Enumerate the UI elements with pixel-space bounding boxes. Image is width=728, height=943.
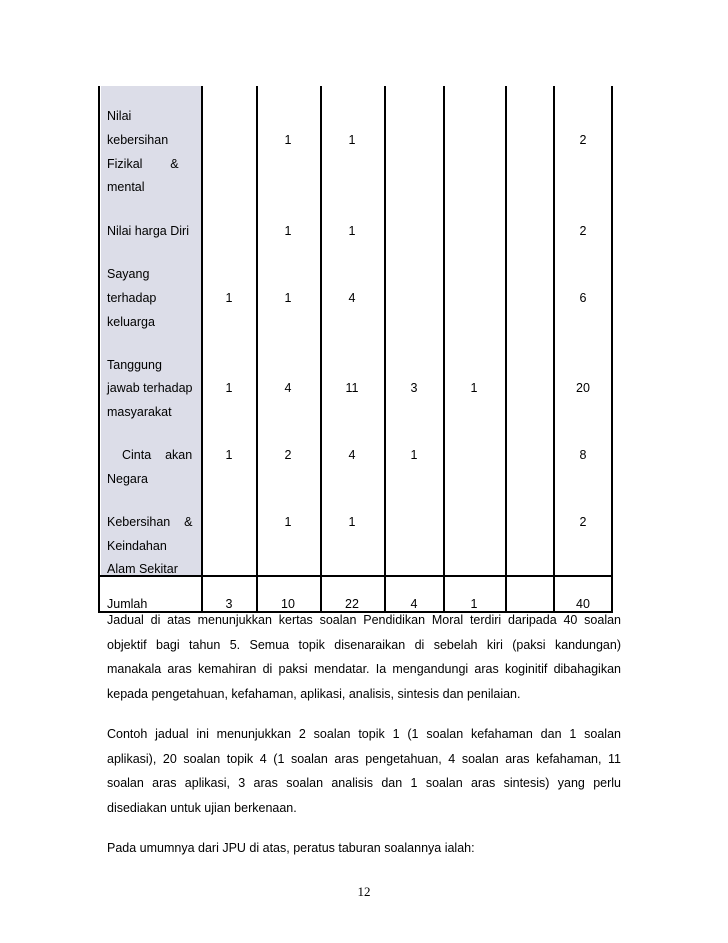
table-cell: 1 bbox=[284, 291, 292, 305]
paragraph-line: disediakan untuk ujian berkenaan. bbox=[107, 800, 297, 815]
topic-label: Fizikal & bbox=[107, 157, 179, 171]
table-cell: 2 bbox=[579, 224, 587, 238]
table-cell: 1 bbox=[284, 515, 292, 529]
topic-label: masyarakat bbox=[107, 405, 172, 419]
topic-label: Negara bbox=[107, 472, 148, 486]
table-cell: 20 bbox=[576, 381, 590, 395]
table-cell: 8 bbox=[579, 448, 587, 462]
table-column-divider bbox=[320, 86, 322, 613]
paragraph-line: soalan aras aplikasi, 3 aras soalan analisis dan 1 soalan aras sintesis) yang perlu bbox=[107, 776, 621, 790]
total-label: Jumlah bbox=[107, 597, 148, 611]
topic-label: kebersihan bbox=[107, 133, 169, 147]
paragraph-line: Pada umumnya dari JPU di atas, peratus taburan soalannya ialah: bbox=[107, 841, 475, 855]
table-cell: 2 bbox=[579, 515, 587, 529]
total-cell: 10 bbox=[281, 597, 295, 611]
table-cell: 1 bbox=[225, 381, 233, 395]
total-cell: 1 bbox=[470, 597, 478, 611]
table-column-divider bbox=[505, 86, 507, 613]
topic-label: keluarga bbox=[107, 315, 155, 329]
topic-label: jawab terhadap bbox=[107, 381, 193, 395]
table-cell: 1 bbox=[348, 133, 356, 147]
table-cell: 4 bbox=[348, 448, 356, 462]
paragraph-line: aplikasi), 20 soalan topik 4 (1 soalan aras pengetahuan, 4 soalan aras kefahaman, 11 bbox=[107, 751, 621, 766]
paragraph-line: kepada pengetahuan, kefahaman, aplikasi, analisis, sintesis dan penilaian. bbox=[107, 686, 521, 701]
table-column-divider bbox=[201, 86, 203, 613]
total-cell: 3 bbox=[225, 597, 233, 611]
table-cell: 4 bbox=[348, 291, 356, 305]
topic-label: Tanggung bbox=[107, 358, 162, 372]
table-cell: 1 bbox=[348, 224, 356, 238]
table-column-divider bbox=[384, 86, 386, 613]
paragraph-line: Contoh jadual ini menunjukkan 2 soalan topik 1 (1 soalan kefahaman dan 1 soalan bbox=[107, 727, 621, 741]
paragraph-line: Jadual di atas menunjukkan kertas soalan Pendidikan Moral terdiri daripada 40 soalan bbox=[107, 613, 621, 627]
table-cell: 1 bbox=[284, 224, 292, 238]
topic-label: Sayang bbox=[107, 267, 150, 281]
table-cell: 3 bbox=[410, 381, 418, 395]
topic-label: Nilai bbox=[107, 109, 132, 123]
paragraph bbox=[107, 726, 621, 824]
table-cell: 1 bbox=[225, 291, 233, 305]
table-column-divider bbox=[443, 86, 445, 613]
topic-label: Nilai harga Diri bbox=[107, 224, 189, 238]
total-cell: 22 bbox=[345, 597, 359, 611]
topic-label: Kebersihan & bbox=[107, 515, 193, 529]
table-cell: 4 bbox=[284, 381, 292, 395]
paragraph-line: manakala aras kemahiran di paksi mendatar. Ia mengandungi aras koginitif dibahagikan bbox=[107, 662, 621, 676]
table-cell: 2 bbox=[284, 448, 292, 462]
page-number: 12 bbox=[357, 884, 371, 899]
table-border-right bbox=[611, 86, 613, 613]
table-cell: 1 bbox=[225, 448, 233, 462]
topic-label: terhadap bbox=[107, 291, 157, 305]
topic-label: Alam Sekitar bbox=[107, 562, 178, 576]
table-column-divider bbox=[256, 86, 258, 613]
table-border-left bbox=[98, 86, 100, 613]
table-cell: 1 bbox=[284, 133, 292, 147]
paragraph-line: objektif bagi tahun 5. Semua topik disenaraikan di sebelah kiri (paksi kandungan) bbox=[107, 637, 621, 652]
table-cell: 6 bbox=[579, 291, 587, 305]
table-column-divider bbox=[553, 86, 555, 613]
table-cell: 2 bbox=[579, 133, 587, 147]
table-cell: 1 bbox=[410, 448, 418, 462]
table-cell: 1 bbox=[348, 515, 356, 529]
total-cell: 4 bbox=[410, 597, 418, 611]
table-cell: 11 bbox=[345, 381, 359, 395]
topic-label: mental bbox=[107, 180, 145, 194]
total-cell: 40 bbox=[576, 597, 590, 611]
paragraph bbox=[107, 840, 621, 865]
paragraph bbox=[107, 612, 621, 710]
topic-label: Cinta akan bbox=[122, 448, 193, 462]
topic-label: Keindahan bbox=[107, 539, 167, 553]
table-cell: 1 bbox=[470, 381, 478, 395]
